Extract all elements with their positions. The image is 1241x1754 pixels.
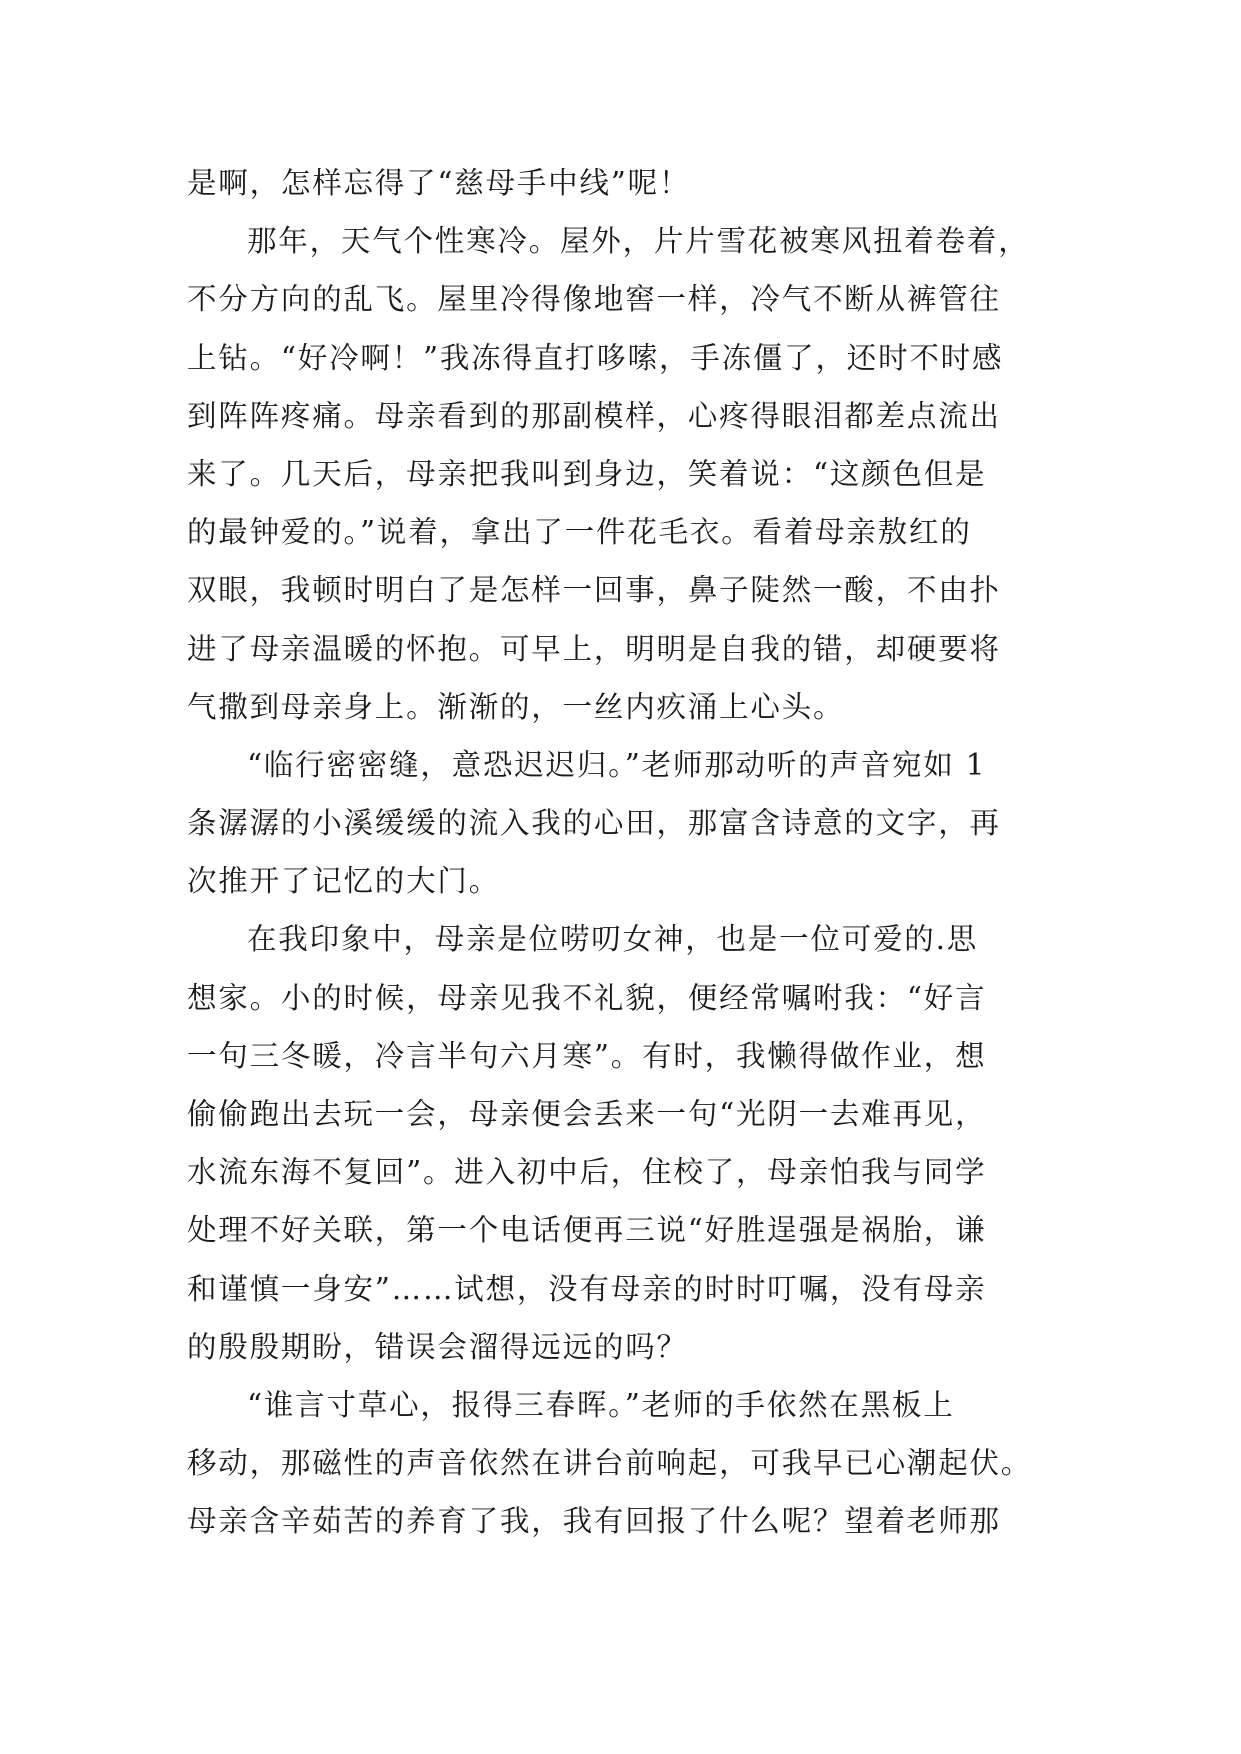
text-line: 想家。小的时候，母亲见我不礼貌，便经常嘱咐我：“好言 [187,980,987,1015]
text-line: “临行密密缝，意恐迟迟归。”老师那动听的声音宛如 1 [247,747,987,782]
text-line: 水流东海不复回”。进入初中后，住校了，母亲怕我与同学 [187,1155,987,1190]
text-line: 在我印象中，母亲是位唠叨女神，也是一位可爱的.思 [247,922,979,957]
text-line: 条潺潺的小溪缓缓的流入我的心田，那富含诗意的文字，再 [187,806,1001,841]
text-line: 那年，天气个性寒冷。屋外，片片雪花被寒风扭着卷着， [247,224,1030,259]
text-line: 上钻。“好冷啊！”我冻得直打哆嗦，手冻僵了，还时不时感 [187,340,1004,375]
text-line: 母亲含辛茹苦的养育了我，我有回报了什么呢？望着老师那 [187,1504,1001,1539]
text-line: 气撒到母亲身上。渐渐的，一丝内疚涌上心头。 [187,689,845,724]
text-line: 的最钟爱的。”说着，拿出了一件花毛衣。看着母亲敖红的 [187,515,972,550]
text-line: “谁言寸草心，报得三春晖。”老师的手依然在黑板上 [247,1387,955,1422]
text-line: 处理不好关联，第一个电话便再三说“好胜逞强是祸胎，谦 [187,1213,987,1248]
text-line: 来了。几天后，母亲把我叫到身边，笑着说：“这颜色但是 [187,456,987,491]
text-line: 双眼，我顿时明白了是怎样一回事，鼻子陡然一酸，不由扑 [187,573,1001,608]
text-line: 到阵阵疼痛。母亲看到的那副模样，心疼得眼泪都差点流出 [187,398,1001,433]
text-line: 的殷殷期盼，错误会溜得远远的吗？ [187,1329,688,1364]
text-line: 不分方向的乱飞。屋里冷得像地窖一样，冷气不断从裤管往 [187,282,1001,317]
text-line: 移动，那磁性的声音依然在讲台前响起，可我早已心潮起伏。 [187,1446,1033,1481]
text-line: 进了母亲温暖的怀抱。可早上，明明是自我的错，却硬要将 [187,631,1001,666]
essay-body [187,154,1057,1551]
text-line: 一句三冬暖，冷言半句六月寒”。有时，我懒得做作业，想 [187,1038,987,1073]
text-line: 偷偷跑出去玩一会，母亲便会丢来一句“光阴一去难再见， [187,1097,987,1131]
text-line: 是啊，怎样忘得了“慈母手中线”呢！ [187,166,691,200]
text-line: 次推开了记忆的大门。 [187,864,501,899]
text-line: 和谨慎一身安”……试想，没有母亲的时时叮嘱，没有母亲 [187,1271,987,1306]
